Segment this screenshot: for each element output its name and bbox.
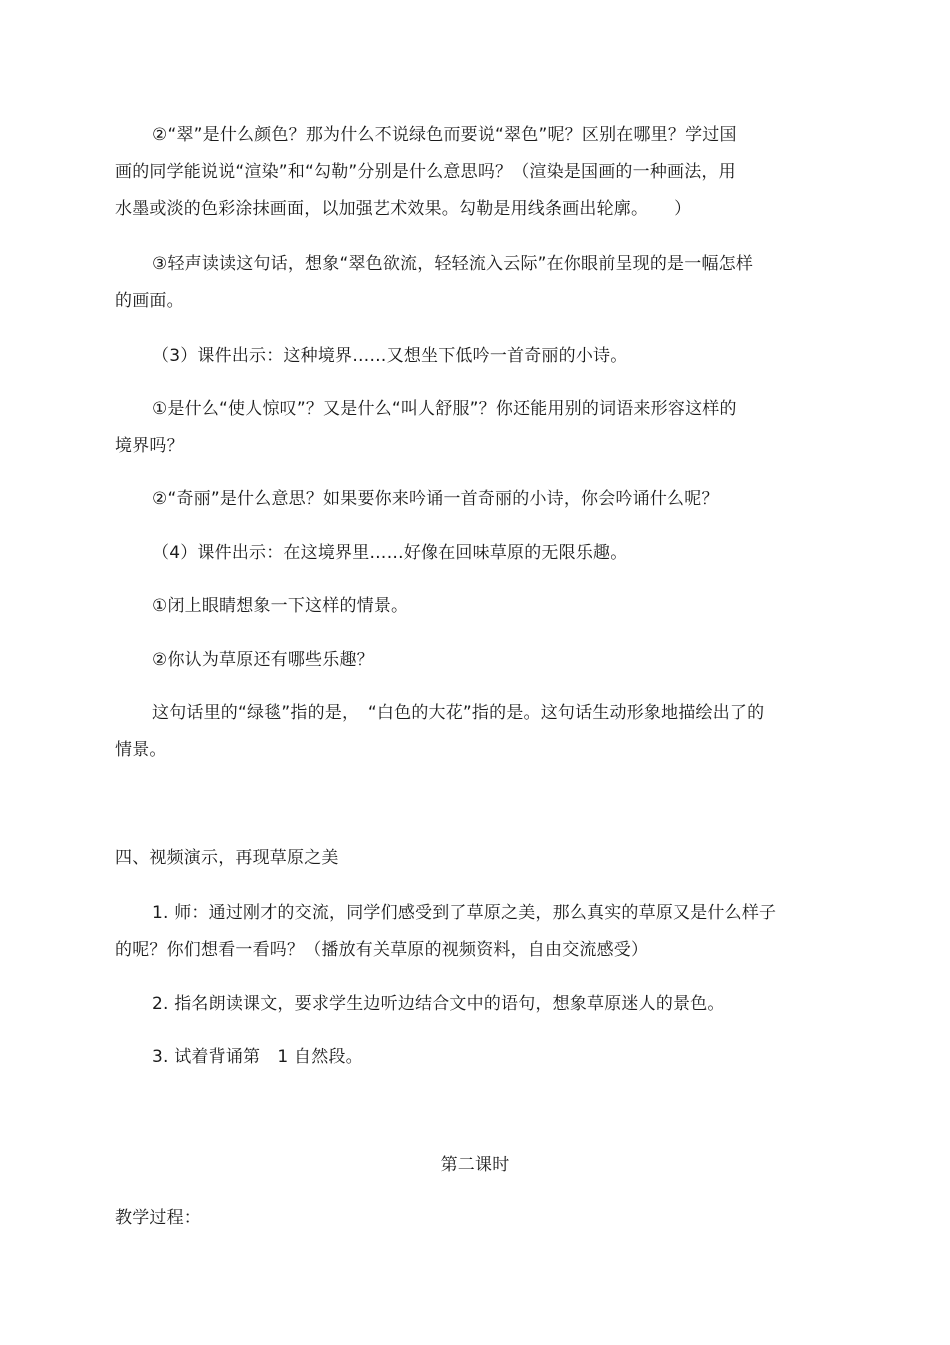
paragraph-line: （4）课件出示：在这境界里……好像在回味草原的无限乐趣。 — [152, 543, 628, 563]
paragraph-line: ③轻声读读这句话，想象“翠色欲流，轻轻流入云际”在你眼前呈现的是一幅怎样 — [152, 254, 754, 274]
paragraph-line: 境界吗？ — [115, 436, 184, 456]
paragraph-line: 1. 师：通过刚才的交流，同学们感受到了草原之美，那么真实的草原又是什么样子 — [152, 903, 777, 923]
paragraph-line: 水墨或淡的色彩涂抹画面，以加强艺术效果。勾勒是用线条画出轮廓。 ） — [115, 199, 692, 219]
paragraph-line: 的呢？你们想看一看吗？（播放有关草原的视频资料，自由交流感受） — [115, 940, 649, 960]
section-heading: 教学过程： — [115, 1208, 201, 1228]
paragraph-line: 2. 指名朗读课文，要求学生边听边结合文中的语句，想象草原迷人的景色。 — [152, 994, 725, 1014]
paragraph-line: （3）课件出示：这种境界……又想坐下低吟一首奇丽的小诗。 — [152, 346, 628, 366]
paragraph-line: 情景。 — [115, 740, 167, 760]
paragraph-line: ①是什么“使人惊叹”？又是什么“叫人舒服”？你还能用别的词语来形容这样的 — [152, 399, 737, 419]
paragraph-line: ②你认为草原还有哪些乐趣？ — [152, 650, 374, 670]
paragraph-line: 的画面。 — [115, 291, 184, 311]
paragraph-line: ①闭上眼睛想象一下这样的情景。 — [152, 596, 409, 616]
lesson-title: 第二课时 — [440, 1155, 510, 1175]
paragraph-line: ②“奇丽”是什么意思？如果要你来吟诵一首奇丽的小诗，你会吟诵什么呢？ — [152, 489, 719, 509]
paragraph-line: 这句话里的“绿毯”指的是， “白色的大花”指的是。这句话生动形象地描绘出了的 — [152, 703, 765, 723]
paragraph-line: 画的同学能说说“渲染”和“勾勒”分别是什么意思吗？（渲染是国画的一种画法，用 — [115, 162, 736, 182]
paragraph-line: ②“翠”是什么颜色？那为什么不说绿色而要说“翠色”呢？区别在哪里？学过国 — [152, 125, 737, 145]
paragraph-line: 3. 试着背诵第 1 自然段。 — [152, 1047, 363, 1067]
section-heading: 四、视频演示，再现草原之美 — [115, 848, 339, 868]
